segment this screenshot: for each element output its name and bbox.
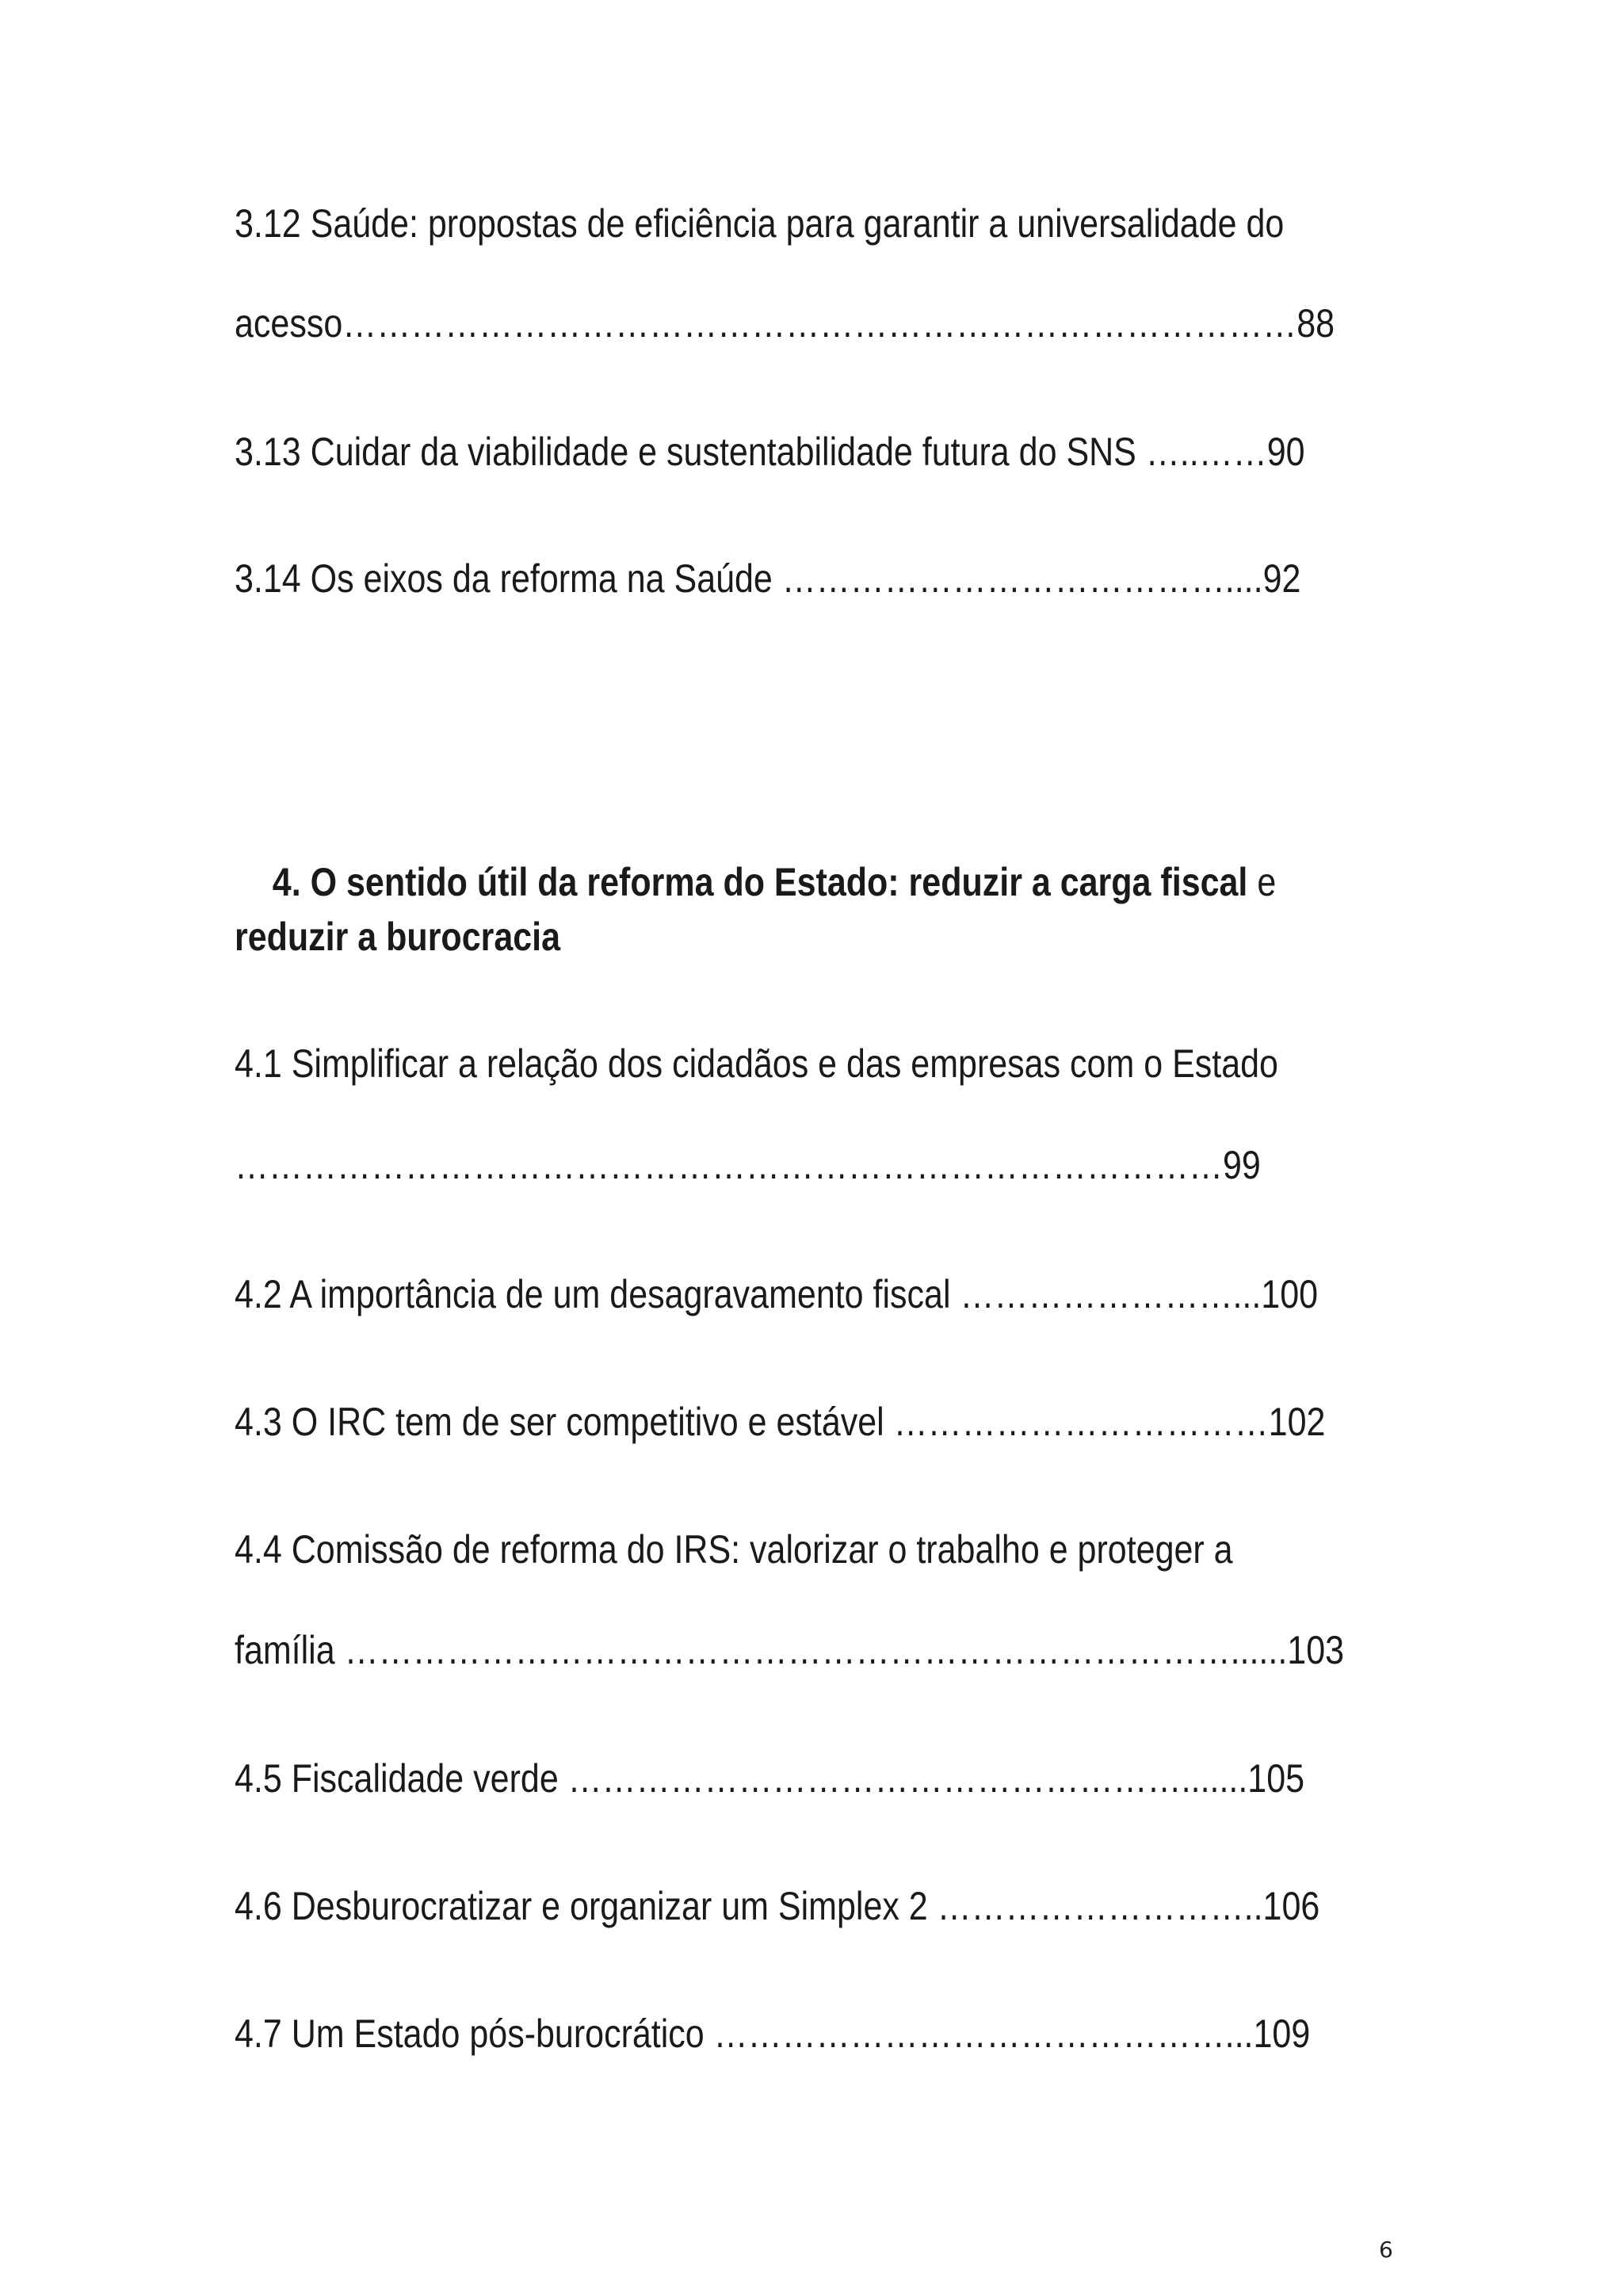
toc-entry-text: 3.12 Saúde: propostas de eficiência para garantir a universalidade do	[235, 201, 1285, 246]
toc-entry-4-1-line-2: ……………………………………………………………………………99	[235, 1143, 1261, 1187]
toc-entry-4-6: 4.6 Desburocratizar e organizar um Simplex 2 ………………………..106	[235, 1884, 1320, 1928]
toc-entry-4-7: 4.7 Um Estado pós-burocrático ………………………………………...109	[235, 2011, 1311, 2056]
section-heading-4-tail: e	[1257, 860, 1277, 904]
page-number: 6	[1379, 2237, 1393, 2263]
toc-entry-3-12-line-2: acesso…………………………………………………………………………88	[235, 301, 1335, 346]
toc-entry-4-4-line-2: família ……………………………………………………………………......103	[235, 1628, 1345, 1672]
section-heading-4-line-2: reduzir a burocracia	[235, 915, 561, 959]
toc-entry-4-4-line-1: 4.4 Comissão de reforma do IRS: valorizar o trabalho e proteger a	[235, 1527, 1233, 1572]
toc-entry-3-13: 3.13 Cuidar da viabilidade e sustentabilidade futura do SNS …..……90	[235, 430, 1305, 474]
toc-entry-3-14: 3.14 Os eixos da reforma na Saúde …………………………………....92	[235, 556, 1301, 601]
toc-entry-4-3: 4.3 O IRC tem de ser competitivo e estável ……………………………102	[235, 1400, 1326, 1444]
toc-entry-3-12-line-1	[235, 200, 1402, 247]
toc-entry-4-5: 4.5 Fiscalidade verde ……………………………………………….......105	[235, 1756, 1305, 1801]
toc-entry-4-2: 4.2 A importância de um desagravamento fiscal ……………………...100	[235, 1272, 1319, 1316]
toc-entry-4-1-line-1: 4.1 Simplificar a relação dos cidadãos e das empresas com o Estado	[235, 1041, 1278, 1086]
section-heading-4-bold: 4. O sentido útil da reforma do Estado: reduzir a carga fiscal	[272, 860, 1248, 904]
